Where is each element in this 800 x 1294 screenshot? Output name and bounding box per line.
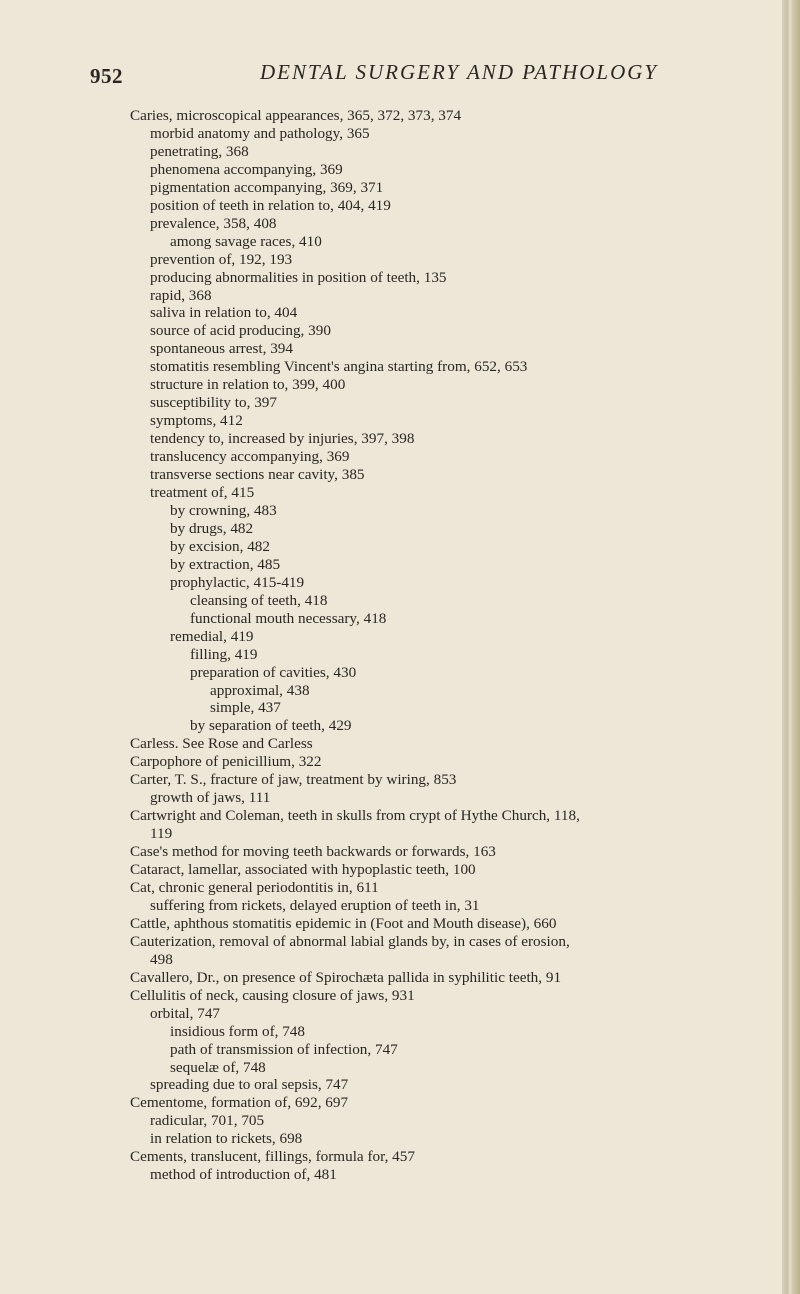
index-entry: prophylactic, 415-419 [170,573,305,591]
index-entry: suffering from rickets, delayed eruption of teeth in, 31 [150,896,480,914]
index-entry: Cellulitis of neck, causing closure of jaws, 931 [130,986,415,1004]
index-entry: transverse sections near cavity, 385 [150,466,365,484]
index-entry: spreading due to oral sepsis, 747 [150,1076,349,1094]
index-entry: Cattle, aphthous stomatitis epidemic in (Foot and Mouth disease), 660 [130,914,557,932]
index-entry: position of teeth in relation to, 404, 419 [150,196,391,214]
index-entry: structure in relation to, 399, 400 [150,376,346,394]
index-entry: Cavallero, Dr., on presence of Spirochæta pallida in syphilitic teeth, 91 [130,968,562,986]
index-entry: Cartwright and Coleman, teeth in skulls from crypt of Hythe Church, 118, [130,807,580,825]
index-entry: approximal, 438 [210,681,310,699]
index-entry: phenomena accompanying, 369 [150,160,343,178]
index-entry: growth of jaws, 111 [150,789,271,807]
index-entry: by excision, 482 [170,537,270,555]
index-entry: Cataract, lamellar, associated with hypoplastic teeth, 100 [130,861,476,879]
index-entry: Carter, T. S., fracture of jaw, treatment by wiring, 853 [130,771,457,789]
index-entries [130,107,770,1184]
index-entry: morbid anatomy and pathology, 365 [150,124,370,142]
index-entry: orbital, 747 [150,1004,221,1022]
index-entry: among savage races, 410 [170,232,322,250]
index-entry: Carless. See Rose and Carless [130,735,313,753]
index-entry: source of acid producing, 390 [150,322,331,340]
index-entry: treatment of, 415 [150,484,255,502]
index-entry: rapid, 368 [150,286,212,304]
index-entry: by separation of teeth, 429 [190,717,352,735]
index-entry: Carpophore of penicillium, 322 [130,753,322,771]
index-entry: Caries, microscopical appearances, 365, 372, 373, 374 [130,107,462,124]
running-title: DENTAL SURGERY AND PATHOLOGY [260,60,659,84]
index-entry: path of transmission of infection, 747 [170,1040,398,1058]
index-entry: penetrating, 368 [150,142,249,160]
index-entry: by drugs, 482 [170,519,254,537]
index-entry: by crowning, 483 [170,501,277,519]
index-entry: 119 [150,825,173,843]
index-entry: prevention of, 192, 193 [150,250,293,268]
index-entry: cleansing of teeth, 418 [190,591,328,609]
index-entry: saliva in relation to, 404 [150,304,298,322]
index-entry: in relation to rickets, 698 [150,1130,303,1148]
index-entry: pigmentation accompanying, 369, 371 [150,178,384,196]
index-entry: spontaneous arrest, 394 [150,340,293,358]
index-entry: functional mouth necessary, 418 [190,609,387,627]
index-entry: method of introduction of, 481 [150,1166,337,1184]
index-entry: 498 [150,950,173,968]
index-entry: tendency to, increased by injuries, 397, 398 [150,430,415,448]
index-entry: sequelæ of, 748 [170,1058,266,1076]
index-entry: Case's method for moving teeth backwards or forwards, 163 [130,843,496,861]
index-entry: Cauterization, removal of abnormal labial glands by, in cases of erosion, [130,932,570,950]
index-entry: remedial, 419 [170,627,254,645]
index-entry: symptoms, 412 [150,412,243,430]
page-header [90,60,770,88]
book-page-edge [782,0,800,1294]
index-entry: susceptibility to, 397 [150,394,277,412]
index-entry: simple, 437 [210,699,281,717]
index-entry: radicular, 701, 705 [150,1112,265,1130]
page-number: 952 [90,64,123,88]
index-entry: Cements, translucent, fillings, formula for, 457 [130,1148,415,1166]
index-entry: producing abnormalities in position of teeth, 135 [150,268,447,286]
index-entry: Cementome, formation of, 692, 697 [130,1094,349,1112]
index-entry: stomatitis resembling Vincent's angina starting from, 652, 653 [150,358,528,376]
index-entry: insidious form of, 748 [170,1022,305,1040]
index-entry: preparation of cavities, 430 [190,663,357,681]
index-entry: prevalence, 358, 408 [150,214,277,232]
index-entry: by extraction, 485 [170,555,281,573]
index-entry: filling, 419 [190,645,258,663]
index-entry: Cat, chronic general periodontitis in, 611 [130,878,379,896]
index-entry: translucency accompanying, 369 [150,448,350,466]
